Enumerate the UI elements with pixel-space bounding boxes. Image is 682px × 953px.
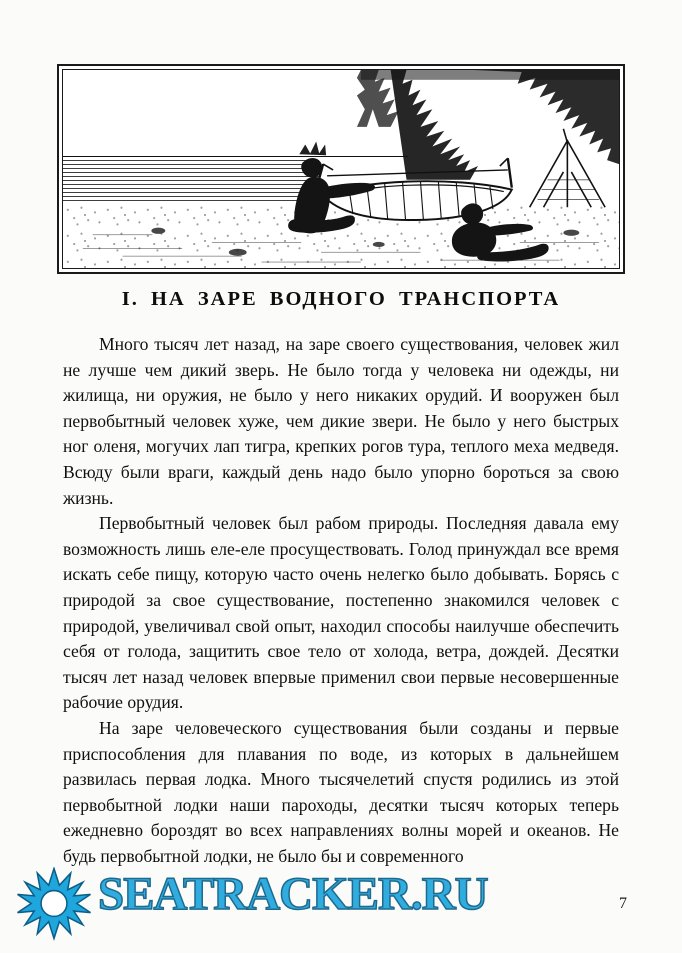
paragraph: Первобытный человек был рабом природы. Последняя давала ему возможность лишь еле-еле просуществовать. Голод принуждал все время искать себе пищу, которую часто очень нелегко было добывать. Борясь с природой за свое существование, постепенно знакомился человек с природой, увеличивал свой опыт, находил способы наилучше обеспечить себя от голода, защитить свое тело от холода, ветра, дождей. Десятки тысяч лет назад человек впервые применил свои первые несовершенные рабочие орудия. [63, 513, 619, 713]
illustration-drawing [63, 70, 619, 268]
watermark-text: SEATRACKER.RU [98, 868, 488, 920]
illustration-frame [57, 64, 625, 274]
paragraph: Много тысяч лет назад, на заре своего существования, человек жил не лучше чем дикий зверь. Не было тогда у человека ни одежды, ни жилища, ни оружия, не было у него никаких орудий. И вооружен был первобытный человек хуже, чем дикие звери. Не было у него быстрых ног оленя, могучих лап тигра, крепких рогов тура, теплого меха медведя. Всюду были враги, каждый день надо было упорно бороться за свою жизнь. [63, 334, 619, 508]
chapter-title: I. НА ЗАРЕ ВОДНОГО ТРАНСПОРТА [121, 288, 561, 310]
paragraph: На заре человеческого существования были созданы и первые приспособления для плавания по воде, из которых в дальнейшем развилась первая лодка. Много тысячелетий спустя родились из этой первобытной лодки наши пароходы, десятки тысяч которых теперь ежедневно бороздят во всех направлениях волны морей и океанов. Не будь первобытной лодки, не было бы и современного [63, 717, 619, 866]
illustration-canvas [62, 69, 620, 269]
sun-burst-icon [16, 867, 92, 943]
watermark [0, 855, 682, 953]
page-number: 7 [619, 895, 627, 912]
body-text [63, 332, 619, 869]
chapter-illustration [57, 64, 625, 274]
